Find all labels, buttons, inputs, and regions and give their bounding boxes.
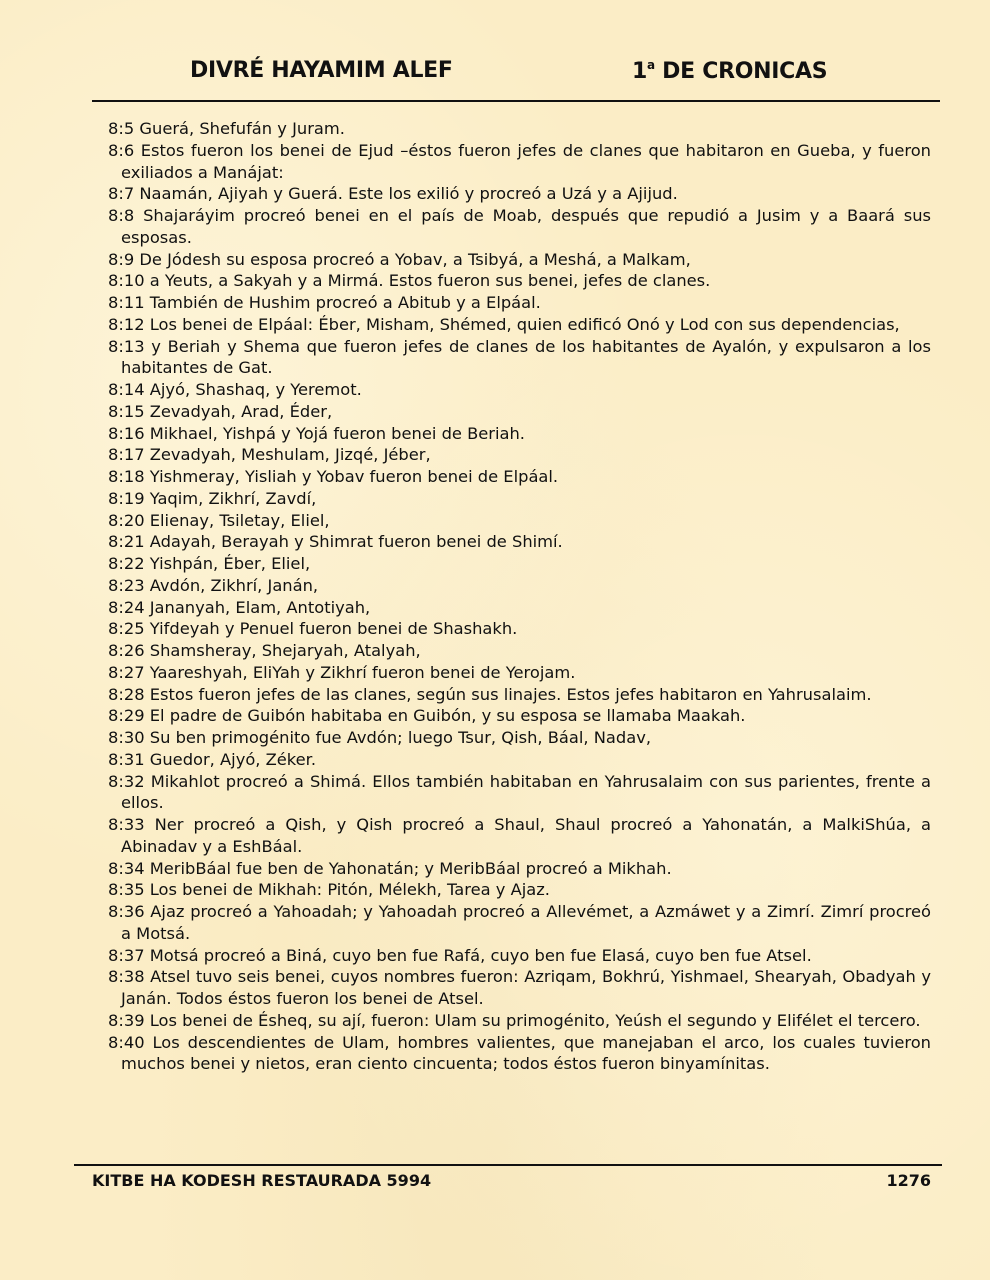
header-rule (92, 100, 940, 102)
page-header (0, 58, 990, 92)
verse: 8:36 Ajaz procreó a Yahoadah; y Yahoadah procreó a Allevémet, a Azmáwet y a Zimrí. Zimrí procreó a Motsá. (108, 902, 931, 943)
book-subtitle (632, 58, 827, 84)
verse: 8:34 MeribBáal fue ben de Yahonatán; y MeribBáal procreó a Mikhah. (108, 858, 672, 878)
verse: 8:25 Yifdeyah y Penuel fueron benei de Shashakh. (108, 619, 518, 639)
verse: 8:37 Motsá procreó a Biná, cuyo ben fue Rafá, cuyo ben fue Elasá, cuyo ben fue Atsel. (108, 945, 812, 965)
edition-title: KITBE HA KODESH RESTAURADA 5994 (92, 1171, 432, 1190)
verse: 8:15 Zevadyah, Arad, Éder, (108, 401, 333, 421)
verse: 8:13 y Beriah y Shema que fueron jefes de clanes de los habitantes de Ayalón, y expulsaron a los habitantes de Gat. (108, 336, 931, 378)
verse: 8:17 Zevadyah, Meshulam, Jizqé, Jéber, (108, 445, 431, 465)
verse: 8:12 Los benei de Elpáal: Éber, Misham, Shémed, quien edificó Onó y Lod con sus dependencias, (108, 314, 900, 334)
footer-rule (74, 1164, 942, 1166)
book-title: DIVRÉ HAYAMIM ALEF (190, 58, 453, 83)
verse: 8:9 De Jódesh su esposa procreó a Yobav, a Tsibyá, a Meshá, a Malkam, (108, 249, 691, 269)
verse: 8:14 Ajyó, Shashaq, y Yeremot. (108, 380, 362, 399)
verse: 8:8 Shajaráyim procreó benei en el país de Moab, después que repudió a Jusim y a Baará sus esposas. (108, 206, 931, 247)
verse: 8:11 También de Hushim procreó a Abitub y a Elpáal. (108, 293, 541, 312)
verse: 8:26 Shamsheray, Shejaryah, Atalyah, (108, 641, 421, 660)
verse: 8:35 Los benei de Mikhah: Pitón, Mélekh, Tarea y Ajaz. (108, 880, 550, 900)
ordinal-suffix: a (647, 58, 655, 72)
verse: 8:27 Yaareshyah, EliYah y Zikhrí fueron benei de Yerojam. (108, 662, 576, 682)
verse: 8:6 Estos fueron los benei de Ejud –éstos fueron jefes de clanes que habitaron en Gueba, y fueron exiliados a Manájat: (108, 140, 931, 182)
verse: 8:38 Atsel tuvo seis benei, cuyos nombres fueron: Azriqam, Bokhrú, Yishmael, Shearyah, Obadyah y Janán. Todos éstos fueron los benei de Atsel. (108, 967, 931, 1008)
verse: 8:29 El padre de Guibón habitaba en Guibón, y su esposa se llamaba Maakah. (108, 706, 746, 726)
verse: 8:22 Yishpán, Éber, Eliel, (108, 554, 311, 573)
verse: 8:33 Ner procreó a Qish, y Qish procreó a Shaul, Shaul procreó a Yahonatán, a MalkiShúa, a Abinadav y a EshBáal. (108, 815, 931, 856)
book-number: 1 (632, 59, 648, 84)
verse: 8:30 Su ben primogénito fue Avdón; luego Tsur, Qish, Báal, Nadav, (108, 728, 652, 747)
verse: 8:19 Yaqim, Zikhrí, Zavdí, (108, 488, 317, 508)
verse: 8:10 a Yeuts, a Sakyah y a Mirmá. Estos fueron sus benei, jefes de clanes. (108, 271, 711, 291)
verse: 8:40 Los descendientes de Ulam, hombres valientes, que manejaban el arco, los cuales tuvieron muchos benei y nietos, eran ciento cincuenta; todos éstos fueron binyamínitas. (108, 1032, 931, 1074)
verse: 8:28 Estos fueron jefes de las clanes, según sus linajes. Estos jefes habitaron en Yahrusalaim. (108, 684, 872, 704)
book-name: DE CRONICAS (654, 59, 828, 84)
verse: 8:24 Jananyah, Elam, Antotiyah, (108, 597, 371, 617)
verse: 8:18 Yishmeray, Yisliah y Yobav fueron benei de Elpáal. (108, 467, 559, 486)
verse: 8:20 Elienay, Tsiletay, Eliel, (108, 510, 330, 530)
verse: 8:7 Naamán, Ajiyah y Guerá. Este los exilió y procreó a Uzá y a Ajijud. (108, 184, 678, 204)
verse: 8:21 Adayah, Berayah y Shimrat fueron benei de Shimí. (108, 532, 563, 552)
verse-list (108, 118, 931, 1075)
verse: 8:16 Mikhael, Yishpá y Yojá fueron benei de Beriah. (108, 423, 525, 443)
verse: 8:39 Los benei de Ésheq, su ají, fueron: Ulam su primogénito, Yeúsh el segundo y Elifélet el tercero. (108, 1010, 921, 1030)
verse: 8:23 Avdón, Zikhrí, Janán, (108, 575, 319, 595)
verse: 8:5 Guerá, Shefufán y Juram. (108, 119, 345, 138)
verse: 8:32 Mikahlot procreó a Shimá. Ellos también habitaban en Yahrusalaim con sus parientes, frente a ellos. (108, 771, 931, 813)
verse: 8:31 Guedor, Ajyó, Zéker. (108, 749, 317, 769)
page-number: 1276 (886, 1171, 931, 1190)
